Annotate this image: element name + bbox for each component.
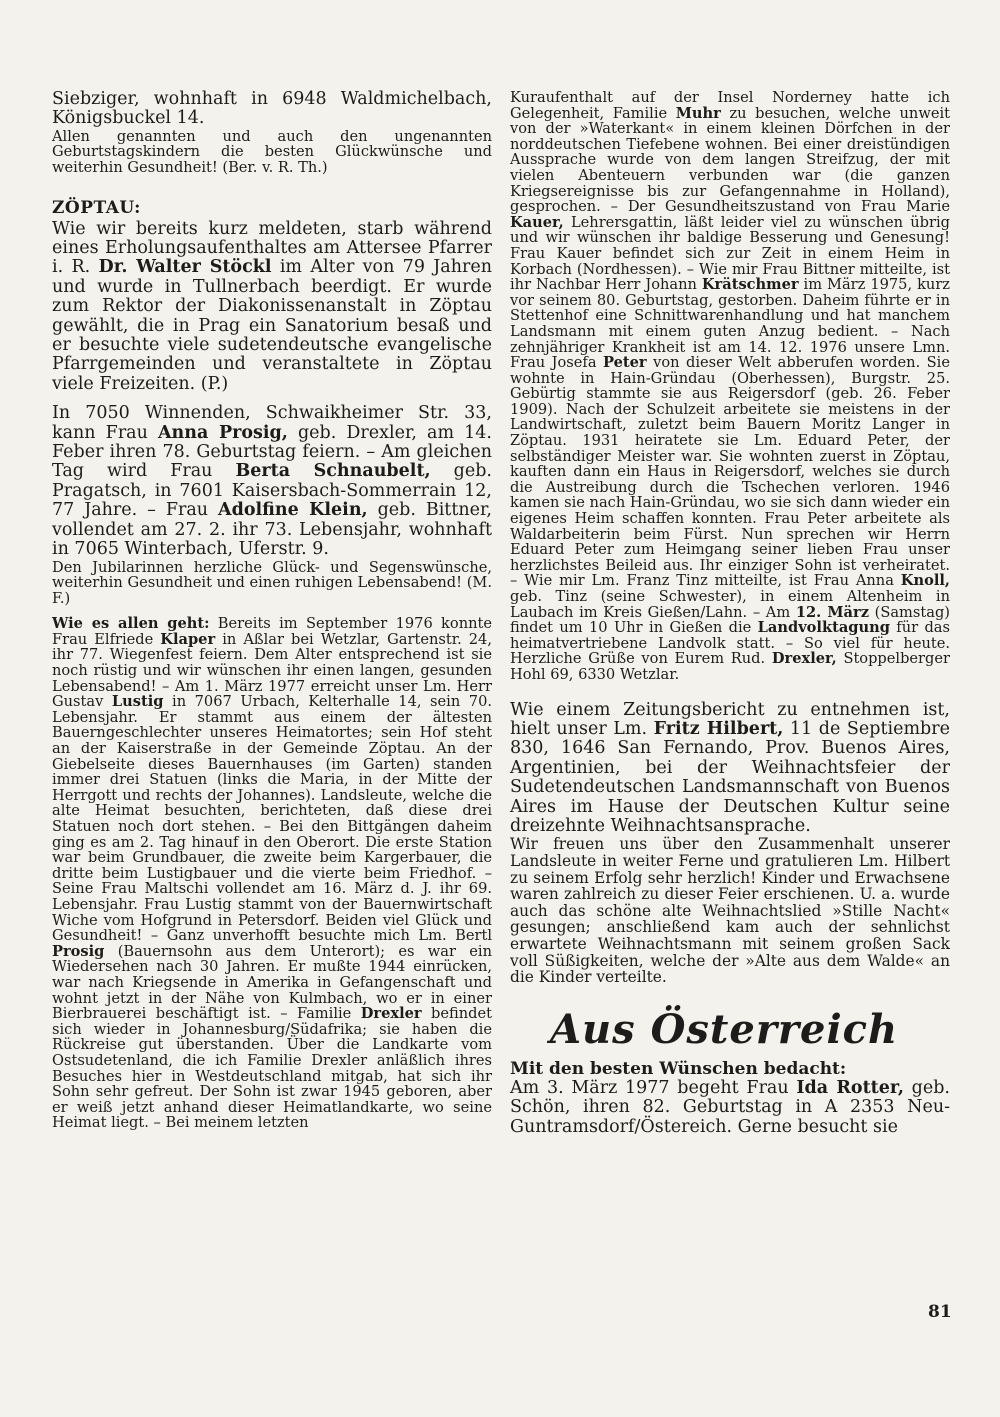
paragraph-birthdays-winnenden: In 7050 Winnenden, Schwaikheimer Str. 33, kann Frau Anna Prosig, geb. Drexler, am 14. Feber ihren 78. Geburtstag feiern. – Am gleichen Tag wird Frau Berta Schnaubelt, geb. Pragatsch, in 7601 Kaisersbach-Sommerrain 12, 77 Jahre. – Frau Adolfine Klein, geb. Bittner, vollendet am 27. 2. ihr 73. Lebensjahr, wohnhaft in 7065 Winterbach, Uferstr. 9.	[52, 403, 492, 560]
paragraph-rotter: Am 3. März 1977 begeht Frau Ida Rotter, geb. Schön, ihren 82. Geburtstag in A 2353 Neu-Guntramsdorf/Östereich. Gerne besucht sie	[510, 1077, 950, 1137]
section-title-austria: Aus Österreich	[550, 1005, 899, 1053]
paragraph-hilbert-report: Wie einem Zeitungsbericht zu entnehmen ist, hielt unser Lm. Fritz Hilbert, 11 de Septiembre 830, 1646 San Fernando, Prov. Buenos Aires, Argentinien, bei der Weihnachtsfeier der Sudetendeutschen Landsmannschaft von Buenos Aires im Hause der Deutschen Kultur seine dreizehnte Weihnachtsansprache.	[510, 699, 950, 836]
paragraph-wie-es-allen-geht: Wie es allen geht: Bereits im September 1976 konnte Frau Elfriede Klaper in Aßlar bei Wetzlar, Gartenstr. 24, ihr 77. Wiegenfest feiern. Dem Alter entsprechend ist sie noch rüstig und wir wünschen ihr einen langen, gesunden Lebensabend! – Am 1. März 1977 erreicht unser Lm. Herr Gustav Lustig in 7067 Urbach, Kelterhalle 14, sein 70. Lebensjahr. Er stammt aus einem der ältesten Bauerngeschlechter unseres Heimatortes; sein Hof steht an der Kaiserstraße in der Gemeinde Zöptau. An der Giebelseite dieses Bauernhauses (im Garten) standen immer drei Statuen (links die Maria, in der Mitte der Herrgott und rechts der Johannes). Landsleute, welche die alte Heimat besuchten, berichteten, daß diese drei Statuen noch dort stehen. – Bei den Bittgängen daheim ging es am 2. Tag hinauf in den Oberort. Die erste Station war beim Grundbauer, die zweite beim Kargerbauer, die dritte beim Lustigbauer und die vierte beim Friedhof. – Seine Frau Maltschi vollendet am 16. März d. J. ihr 69. Lebensjahr. Frau Lustig stammt von der Bauernwirtschaft Wiche vom Hofgrund in Petersdorf. Beiden viel Glück und Gesundheit! – Ganz unverhofft besuchte mich Lm. Bertl Prosig (Bauernsohn aus dem Unterort); es war ein Wiedersehen nach 30 Jahren. Er mußte 1944 einrücken, war nach Kriegsende in Amerika in Gefangenschaft und wohnt jetzt in der Nähe von Kulmbach, wo er in einer Bierbrauerei beschäftigt ist. – Familie Drexler befindet sich wieder in Johannesburg/Südafrika; sie haben die Rückreise gut überstanden. Über die Landkarte vom Ostsudetenland, die ich Familie Drexler anläßlich ihres Besuches hier in Westdeutschland mitgab, hat sich ihr Sohn sehr gefreut. Der Sohn ist zwar 1945 geboren, aber er weiß jetzt anhand dieser Heimatlandkarte, wo seine Heimat liegt. – Bei meinem letzten	[52, 615, 492, 1132]
paragraph-jubilee-wishes: Den Jubilarinnen herzliche Glück- und Segenswünsche, weiterhin Gesundheit und einen ruhigen Lebensabend! (M. F.)	[52, 558, 492, 607]
left-column	[52, 90, 492, 1131]
paragraph-hilbert-congrats: Wir freuen uns über den Zusammenhalt unserer Landsleute in weiter Ferne und gratulieren Lm. Hilbert zu seinem Erfolg sehr herzlich! Kinder und Erwachsene waren zahlreich zu dieser Feier erschienen. U. a. wurde auch das schöne alte Weihnachtslied »Stille Nacht« gesungen; anschließend kam auch der sehnlichst erwartete Weihnachtsmann mit seinem großen Sack voll Süßigkeiten, welche der »Alte aus dem Walde« an die Kinder verteilte.	[510, 835, 950, 987]
subhead-best-wishes: Mit den besten Wünschen bedacht:	[510, 1058, 847, 1079]
heading-zoeptau: ZÖPTAU:	[52, 197, 141, 218]
paragraph-kuraufenthalt: Kuraufenthalt auf der Insel Norderney hatte ich Gelegenheit, Familie Muhr zu besuchen, welche unweit von der »Waterkant« in einem kleinen Dörfchen in der norddeutschen Tiefebene wohnen. Bei einer dreistündigen Aussprache wurde von dem langen Streifzug, der mit vielen Abenteuern verbunden war (die ganzen Kriegsereignisse bis zur Gefangennahme in Holland), gesprochen. – Der Gesundheitszustand von Frau Marie Kauer, Lehrersgattin, läßt leider viel zu wünschen übrig und wir wünschen ihr baldige Besserung und Genesung! Frau Kauer befindet sich zur Zeit in einem Heim in Korbach (Nordhessen). – Wie mir Frau Bittner mitteilte, ist ihr Nachbar Herr Johann Krätschmer im März 1975, kurz vor seinem 80. Geburtstag, gestorben. Daheim führte er in Stettenhof eine Schnittwarenhandlung und hat manchem Landsmann mit einem guten Anzug bedient. – Nach zehnjähriger Krankheit ist am 14. 12. 1976 unsere Lmn. Frau Josefa Peter von dieser Welt abberufen worden. Sie wohnte in Hain-Gründau (Oberhessen), Burgstr. 25. Gebürtig stammte sie aus Reigersdorf (geb. 26. Feber 1909). Nach der Schulzeit arbeitete sie meistens in der Landwirtschaft, zuletzt beim Bauern Moritz Langer in Zöptau. 1931 heiratete sie Lm. Eduard Peter, der selbständiger Meister war. Sie wohnten zuerst in Zöptau, kauften dann ein Haus in Reigersdorf, welches sie durch die Austreibung durch die Tschechen verloren. 1946 kamen sie nach Hain-Gründau, wo sie sich dann wieder ein eigenes Heim schaffen konnten. Frau Peter arbeitete als Waldarbeiterin beim Fürst. Nun sprechen wir Herrn Eduard Peter zum Heimgang seiner lieben Frau unser herzlichstes Beileid aus. Ihr einziger Sohn ist verheiratet. – Wie mir Lm. Franz Tinz mitteilte, ist Frau Anna Knoll, geb. Tinz (seine Schwester), in einem Altenheim in Laubach im Kreis Gießen/Lahn. – Am 12. März (Samstag) findet um 10 Uhr in Gießen die Landvolktagung für das heimatvertriebene Landvolk statt. – So viel für heute. Herzliche Grüße von Eurem Rud. Drexler, Stoppelberger Hohl 69, 6330 Wetzlar.	[510, 89, 950, 683]
paragraph-waldmichelbach: Siebziger, wohnhaft in 6948 Waldmichelbach, Königsbuckel 14.	[52, 89, 492, 129]
page-number: 81	[928, 1302, 952, 1322]
paragraph-greetings: Allen genannten und auch den ungenannten Geburtstagskindern die besten Glückwünsche und weiterhin Gesundheit! (Ber. v. R. Th.)	[52, 127, 492, 176]
paragraph-obituary-stoeckl: Wie wir bereits kurz meldeten, starb während eines Erholungsaufenthaltes am Attersee Pfarrer i. R. Dr. Walter Stöckl im Alter von 79 Jahren und wurde in Tullnerbach beerdigt. Er wurde zum Rektor der Diakonissenanstalt in Zöptau gewählt, die in Prag ein Sanatorium besaß und er besuchte viele sudetendeutsche evangelische Pfarrgemeinden und veranstaltete in Zöptau viele Freizeiten. (P.)	[52, 218, 492, 394]
right-column	[510, 90, 950, 1137]
